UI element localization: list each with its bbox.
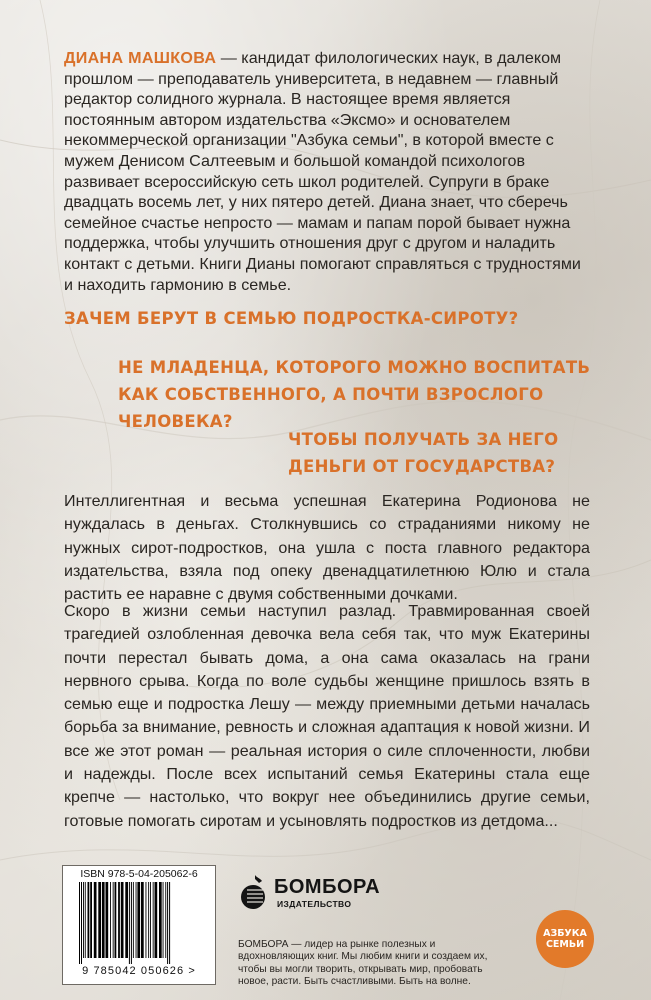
barcode-bar [137,882,140,958]
barcode-guard-bar [81,882,82,964]
bombora-logo-icon [238,873,272,913]
barcode-bar [150,882,151,958]
barcode-bar [94,882,97,958]
barcode-bar [115,882,117,958]
barcode-bar [118,882,120,958]
barcode-bar [141,882,144,958]
barcode-bar [106,882,109,958]
azbuka-semi-badge [536,910,594,968]
description-paragraph-1: Интеллигентная и весьма успешная Екатерина Родионова не нуждалась в деньгах. Столкнувшись со страданиями никому не нужных сирот-подростков, она ушла с поста главного редактора издательства, взяла под опеку двенадцатилетнюю Юлю и стала растить ее наравне с двумя собственными дочками. [64,492,590,604]
barcode-bar [102,882,105,958]
barcode-bar [165,882,166,958]
question-2: НЕ МЛАДЕНЦА, КОТОРОГО МОЖНО ВОСПИТАТЬ КАК СОБСТВЕННОГО, А ПОЧТИ ВЗРОСЛОГО ЧЕЛОВЕКА? [118,358,591,431]
barcode-bar [159,882,162,958]
barcode-bar [148,882,149,958]
barcode-bar [125,882,128,958]
barcode-bar [163,882,164,958]
barcode-guard-bar [79,882,80,964]
badge-line-1: АЗБУКА [543,928,587,939]
author-name: ДИАНА МАШКОВА [64,49,217,67]
barcode-guard-bar [129,882,130,964]
author-bio [64,48,590,295]
question-1: ЗАЧЕМ БЕРУТ В СЕМЬЮ ПОДРОСТКА-СИРОТУ? [64,309,519,328]
isbn-label: ISBN 978-5-04-205062-6 [80,868,198,880]
author-bio-text: — кандидат филологических наук, в далеком прошлом — преподаватель университета, в недавнем — главный редактор солидного журнала. В настоящее время является постоянным автором издательства «Эксмо» и основателем некоммерческой организации "Азбука семьи", в которой вместе с мужем Денисом Салтеевым и большой командой психологов развивает всероссийскую сеть школ родителей. Супруги в браке двадцать восемь лет, у них пятеро детей. Диана знает, что сберечь семейное счастье непросто — мамам и папам порой бывает нужна поддержка, чтобы улучшить отношения друг с другом и наладить контакт с детьми. Книги Дианы помогают справляться с трудностями и находить гармонию в семье. [64,49,581,294]
barcode-bar [88,882,90,958]
publisher-subtitle: ИЗДАТЕЛЬСТВО [277,899,352,909]
barcode-bar [133,882,134,958]
barcode-bar [98,882,101,958]
badge-line-2: СЕМЬИ [545,939,585,950]
barcode-bars [75,882,203,964]
barcode-bar [90,882,92,958]
barcode-bar [83,882,84,958]
barcode-number: 9 785042 050626 > [82,965,196,977]
barcode-guard-bar [169,882,170,964]
barcode-bar [113,882,114,958]
barcode-bar [155,882,158,958]
publisher-name: БОМБОРА [274,876,381,898]
barcode-bar [121,882,124,958]
question-3: ЧТОБЫ ПОЛУЧАТЬ ЗА НЕГО ДЕНЬГИ ОТ ГОСУДАРСТВА? [288,430,559,476]
publisher-description: БОМБОРА — лидер на рынке полезных и вдохновляющих книг. Мы любим книги и создаем их, чтобы вы могли творить, открывать мир, пробовать новое, расти. Быть счастливыми. Быть на волне. [238,939,488,987]
barcode-bar [136,882,137,958]
barcode-bar [85,882,86,958]
barcode-guard-bar [167,882,168,964]
barcode-bar [153,882,154,958]
description-paragraph-2: Скоро в жизни семьи наступил разлад. Травмированная своей трагедией озлобленная девочка вела себя так, что муж Екатерины почти перестал бывать дома, а она сама оказалась на грани нервного срыва. Когда по воле судьбы женщине пришлось взять в семью еще и подростка Лешу — между приемными детьми началась борьба за внимание, ревность и сложная адаптация к новой жизни. И все же этот роман — реальная история о силе сплоченности, любви и надежды. После всех испытаний семья Екатерины стала еще крепче — настолько, что вокруг нее объединились другие семьи, готовые помогать сиротам и усыновлять подростков из детдома... [64,602,590,830]
barcode-bar [146,882,147,958]
barcode-bar [110,882,111,958]
barcode-guard-bar [131,882,132,964]
barcode [62,865,216,985]
